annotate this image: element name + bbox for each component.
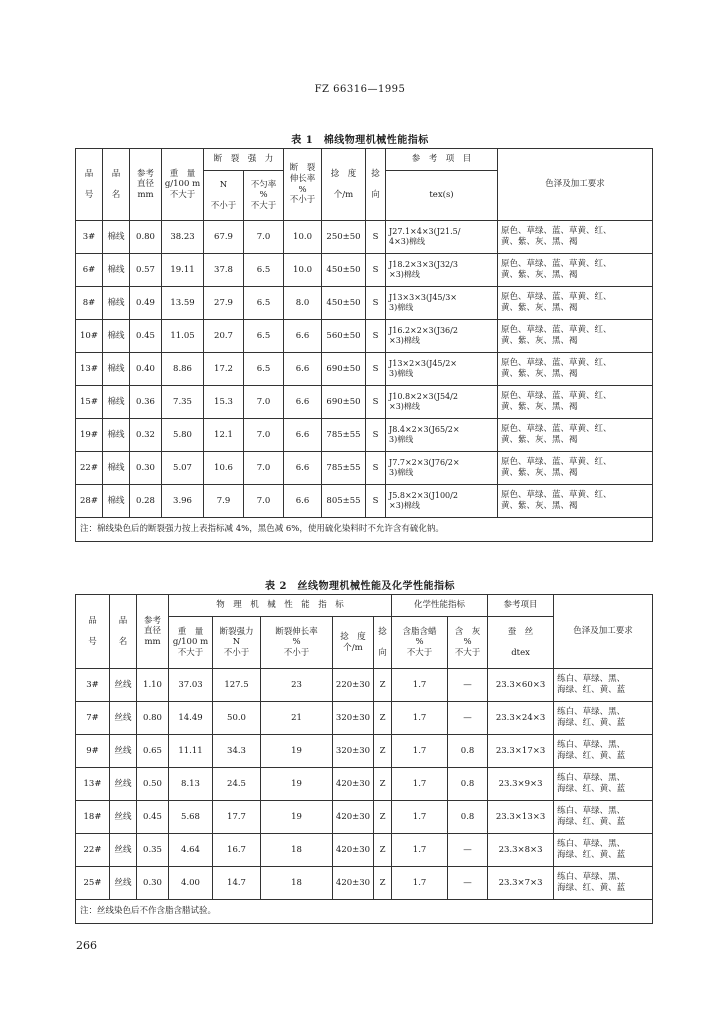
weight-cell: 5.68 [169, 801, 213, 834]
twist-cell: 420±30 [333, 867, 374, 900]
name-cell: 丝线 [110, 768, 137, 801]
weight-cell: 19.11 [162, 254, 204, 287]
reference-cell: J27.1×4×3(J21.5/ 4×3)棉线 [386, 221, 498, 254]
weight-cell: 4.00 [169, 867, 213, 900]
ash-cell: 0.8 [448, 735, 488, 768]
fat-wax-cell: 1.7 [392, 834, 448, 867]
color-cell: 原色、草绿、蓝、草黄、红、 黄、紫、灰、黑、褐 [498, 221, 653, 254]
strength-cell: 10.6 [204, 452, 244, 485]
table-row [76, 452, 653, 485]
color-cell: 练白、草绿、黑、 海绿、红、黄、蓝 [554, 834, 653, 867]
weight-cell: 37.03 [169, 669, 213, 702]
grade-cell: 9# [76, 735, 110, 768]
silk-cell: 23.3×9×3 [488, 768, 554, 801]
diameter-cell: 0.40 [130, 353, 162, 386]
elongation-cell: 10.0 [284, 221, 322, 254]
elongation-cell: 6.6 [284, 419, 322, 452]
weight-cell: 5.80 [162, 419, 204, 452]
table-row [76, 834, 653, 867]
name-cell: 丝线 [110, 834, 137, 867]
weight-cell: 11.05 [162, 320, 204, 353]
table-row [76, 485, 653, 518]
t2-header-twist: 捻 度 个/m [333, 617, 374, 669]
ash-cell: 0.8 [448, 768, 488, 801]
elongation-cell: 19 [261, 735, 333, 768]
diameter-cell: 0.30 [130, 452, 162, 485]
color-cell: 练白、草绿、黑、 海绿、红、黄、蓝 [554, 768, 653, 801]
silk-cell: 23.3×17×3 [488, 735, 554, 768]
twist-direction-cell: Z [374, 867, 392, 900]
twist-cell: 690±50 [322, 353, 366, 386]
reference-cell: J10.8×2×3(J54/2 ×3)棉线 [386, 386, 498, 419]
color-cell: 练白、草绿、黑、 海绿、红、黄、蓝 [554, 801, 653, 834]
reference-cell: J5.8×2×3(J100/2 ×3)棉线 [386, 485, 498, 518]
name-cell: 棉线 [103, 386, 130, 419]
diameter-cell: 0.32 [130, 419, 162, 452]
diameter-cell: 0.57 [130, 254, 162, 287]
table-row [76, 801, 653, 834]
grade-cell: 19# [76, 419, 103, 452]
strength-cell: 50.0 [213, 702, 261, 735]
twist-direction-cell: S [366, 320, 386, 353]
silk-thread-table [75, 594, 653, 924]
grade-cell: 13# [76, 353, 103, 386]
unevenness-cell: 7.0 [244, 485, 284, 518]
elongation-cell: 10.0 [284, 254, 322, 287]
weight-cell: 13.59 [162, 287, 204, 320]
t2-header-fat-wax: 含脂含蜡 % 不大于 [392, 617, 448, 669]
elongation-cell: 18 [261, 867, 333, 900]
grade-cell: 10# [76, 320, 103, 353]
silk-cell: 23.3×13×3 [488, 801, 554, 834]
fat-wax-cell: 1.7 [392, 702, 448, 735]
weight-cell: 3.96 [162, 485, 204, 518]
name-cell: 棉线 [103, 254, 130, 287]
grade-cell: 7# [76, 702, 110, 735]
reference-cell: J13×3×3(J45/3× 3)棉线 [386, 287, 498, 320]
table-row [76, 221, 653, 254]
twist-direction-cell: S [366, 452, 386, 485]
strength-cell: 17.2 [204, 353, 244, 386]
fat-wax-cell: 1.7 [392, 768, 448, 801]
table2-note: 注：丝线染色后不作含脂含腊试验。 [76, 900, 653, 924]
diameter-cell: 0.36 [130, 386, 162, 419]
color-cell: 练白、草绿、黑、 海绿、红、黄、蓝 [554, 669, 653, 702]
name-cell: 棉线 [103, 320, 130, 353]
table-row [76, 867, 653, 900]
t1-header-twist: 捻 度 个/m [322, 149, 366, 221]
t1-header-twist-direction: 捻 向 [366, 149, 386, 221]
name-cell: 棉线 [103, 353, 130, 386]
diameter-cell: 0.35 [137, 834, 169, 867]
color-cell: 原色、草绿、蓝、草黄、红、 黄、紫、灰、黑、褐 [498, 287, 653, 320]
grade-cell: 28# [76, 485, 103, 518]
grade-cell: 6# [76, 254, 103, 287]
twist-cell: 420±30 [333, 834, 374, 867]
twist-cell: 450±50 [322, 254, 366, 287]
elongation-cell: 8.0 [284, 287, 322, 320]
elongation-cell: 21 [261, 702, 333, 735]
fat-wax-cell: 1.7 [392, 669, 448, 702]
standard-number: FZ 66316—1995 [314, 84, 406, 95]
page-number: 266 [76, 939, 97, 952]
table2-caption: 表 2 丝线物理机械性能及化学性能指标 [265, 581, 455, 592]
unevenness-cell: 7.0 [244, 452, 284, 485]
t1-header-elongation: 断 裂 伸长率 % 不小于 [284, 149, 322, 221]
table1-note: 注：棉线染色后的断裂强力按上表指标减 4%，黑色减 6%，使用硫化染料时不允许含有硫化钠。 [76, 518, 653, 542]
elongation-cell: 19 [261, 801, 333, 834]
weight-cell: 8.86 [162, 353, 204, 386]
twist-cell: 420±30 [333, 801, 374, 834]
name-cell: 棉线 [103, 452, 130, 485]
strength-cell: 14.7 [213, 867, 261, 900]
silk-cell: 23.3×24×3 [488, 702, 554, 735]
strength-cell: 27.9 [204, 287, 244, 320]
strength-cell: 37.8 [204, 254, 244, 287]
elongation-cell: 6.6 [284, 353, 322, 386]
t2-header-diameter: 参考 直径 mm [137, 595, 169, 669]
reference-cell: J13×2×3(J45/2× 3)棉线 [386, 353, 498, 386]
twist-direction-cell: S [366, 485, 386, 518]
t1-header-strength-group: 断 裂 强 力 [204, 149, 284, 171]
strength-cell: 16.7 [213, 834, 261, 867]
name-cell: 丝线 [110, 669, 137, 702]
name-cell: 棉线 [103, 419, 130, 452]
twist-cell: 560±50 [322, 320, 366, 353]
t1-header-unevenness: 不匀率 % 不大于 [244, 171, 284, 221]
ash-cell: — [448, 867, 488, 900]
diameter-cell: 1.10 [137, 669, 169, 702]
elongation-cell: 6.6 [284, 386, 322, 419]
color-cell: 练白、草绿、黑、 海绿、红、黄、蓝 [554, 867, 653, 900]
twist-cell: 320±30 [333, 702, 374, 735]
twist-direction-cell: S [366, 386, 386, 419]
strength-cell: 24.5 [213, 768, 261, 801]
twist-cell: 450±50 [322, 287, 366, 320]
grade-cell: 22# [76, 452, 103, 485]
strength-cell: 15.3 [204, 386, 244, 419]
t2-header-ash: 含 灰 % 不大于 [448, 617, 488, 669]
diameter-cell: 0.28 [130, 485, 162, 518]
reference-cell: J16.2×2×3(J36/2 ×3)棉线 [386, 320, 498, 353]
twist-cell: 690±50 [322, 386, 366, 419]
table-row [76, 353, 653, 386]
table-row [76, 419, 653, 452]
weight-cell: 7.35 [162, 386, 204, 419]
twist-cell: 785±55 [322, 419, 366, 452]
diameter-cell: 0.80 [130, 221, 162, 254]
ash-cell: — [448, 669, 488, 702]
grade-cell: 3# [76, 221, 103, 254]
color-cell: 练白、草绿、黑、 海绿、红、黄、蓝 [554, 735, 653, 768]
color-cell: 练白、草绿、黑、 海绿、红、黄、蓝 [554, 702, 653, 735]
elongation-cell: 19 [261, 768, 333, 801]
elongation-cell: 6.6 [284, 452, 322, 485]
twist-cell: 420±30 [333, 768, 374, 801]
cotton-thread-table [75, 148, 653, 542]
unevenness-cell: 6.5 [244, 254, 284, 287]
weight-cell: 5.07 [162, 452, 204, 485]
strength-cell: 20.7 [204, 320, 244, 353]
t1-header-ref-sub: tex(s) [386, 171, 498, 221]
t2-header-name: 品 名 [110, 595, 137, 669]
twist-direction-cell: S [366, 287, 386, 320]
weight-cell: 8.13 [169, 768, 213, 801]
diameter-cell: 0.30 [137, 867, 169, 900]
twist-cell: 320±30 [333, 735, 374, 768]
weight-cell: 14.49 [169, 702, 213, 735]
t2-header-strength: 断裂强力 N 不小于 [213, 617, 261, 669]
silk-cell: 23.3×8×3 [488, 834, 554, 867]
reference-cell: J8.4×2×3(J65/2× 3)棉线 [386, 419, 498, 452]
t2-header-phys-group: 物 理 机 械 性 能 指 标 [169, 595, 392, 617]
name-cell: 棉线 [103, 485, 130, 518]
table-row [76, 386, 653, 419]
diameter-cell: 0.49 [130, 287, 162, 320]
t1-header-color: 色泽及加工要求 [498, 149, 653, 221]
strength-cell: 12.1 [204, 419, 244, 452]
t2-header-chem-group: 化学性能指标 [392, 595, 488, 617]
color-cell: 原色、草绿、蓝、草黄、红、 黄、紫、灰、黑、褐 [498, 320, 653, 353]
elongation-cell: 6.6 [284, 485, 322, 518]
t2-header-ref-group: 参考项目 [488, 595, 554, 617]
reference-cell: J18.2×3×3(J32/3 ×3)棉线 [386, 254, 498, 287]
silk-cell: 23.3×7×3 [488, 867, 554, 900]
elongation-cell: 6.6 [284, 320, 322, 353]
weight-cell: 11.11 [169, 735, 213, 768]
color-cell: 原色、草绿、蓝、草黄、红、 黄、紫、灰、黑、褐 [498, 485, 653, 518]
t2-header-elongation: 断裂伸长率 % 不小于 [261, 617, 333, 669]
twist-cell: 220±30 [333, 669, 374, 702]
strength-cell: 17.7 [213, 801, 261, 834]
unevenness-cell: 7.0 [244, 386, 284, 419]
t2-header-grade: 品 号 [76, 595, 110, 669]
diameter-cell: 0.45 [137, 801, 169, 834]
twist-cell: 785±55 [322, 452, 366, 485]
twist-direction-cell: Z [374, 702, 392, 735]
name-cell: 丝线 [110, 801, 137, 834]
twist-cell: 250±50 [322, 221, 366, 254]
color-cell: 原色、草绿、蓝、草黄、红、 黄、紫、灰、黑、褐 [498, 386, 653, 419]
grade-cell: 3# [76, 669, 110, 702]
weight-cell: 4.64 [169, 834, 213, 867]
fat-wax-cell: 1.7 [392, 801, 448, 834]
t2-header-color: 色泽及加工要求 [554, 595, 653, 669]
grade-cell: 13# [76, 768, 110, 801]
fat-wax-cell: 1.7 [392, 735, 448, 768]
twist-direction-cell: S [366, 254, 386, 287]
table1-caption: 表 1 棉线物理机械性能指标 [291, 135, 429, 146]
ash-cell: — [448, 702, 488, 735]
diameter-cell: 0.45 [130, 320, 162, 353]
twist-direction-cell: Z [374, 834, 392, 867]
color-cell: 原色、草绿、蓝、草黄、红、 黄、紫、灰、黑、褐 [498, 452, 653, 485]
t1-header-ref-group: 参 考 项 目 [386, 149, 498, 171]
fat-wax-cell: 1.7 [392, 867, 448, 900]
strength-cell: 7.9 [204, 485, 244, 518]
unevenness-cell: 7.0 [244, 419, 284, 452]
twist-cell: 805±55 [322, 485, 366, 518]
t1-header-diameter: 参考 直径 mm [130, 149, 162, 221]
strength-cell: 34.3 [213, 735, 261, 768]
name-cell: 棉线 [103, 287, 130, 320]
twist-direction-cell: S [366, 221, 386, 254]
unevenness-cell: 6.5 [244, 320, 284, 353]
table-row [76, 669, 653, 702]
silk-cell: 23.3×60×3 [488, 669, 554, 702]
elongation-cell: 18 [261, 834, 333, 867]
strength-cell: 67.9 [204, 221, 244, 254]
diameter-cell: 0.65 [137, 735, 169, 768]
t1-header-grade: 品 号 [76, 149, 103, 221]
t1-header-weight: 重 量 g/100 m 不大于 [162, 149, 204, 221]
name-cell: 丝线 [110, 702, 137, 735]
color-cell: 原色、草绿、蓝、草黄、红、 黄、紫、灰、黑、褐 [498, 419, 653, 452]
ash-cell: 0.8 [448, 801, 488, 834]
name-cell: 丝线 [110, 867, 137, 900]
twist-direction-cell: Z [374, 735, 392, 768]
grade-cell: 22# [76, 834, 110, 867]
table-row [76, 254, 653, 287]
color-cell: 原色、草绿、蓝、草黄、红、 黄、紫、灰、黑、褐 [498, 254, 653, 287]
t2-header-silk: 蚕 丝 dtex [488, 617, 554, 669]
grade-cell: 8# [76, 287, 103, 320]
t1-header-strength-n: N 不小于 [204, 171, 244, 221]
grade-cell: 15# [76, 386, 103, 419]
table-row [76, 287, 653, 320]
twist-direction-cell: Z [374, 768, 392, 801]
unevenness-cell: 6.5 [244, 287, 284, 320]
diameter-cell: 0.50 [137, 768, 169, 801]
table-row [76, 702, 653, 735]
reference-cell: J7.7×2×3(J76/2× 3)棉线 [386, 452, 498, 485]
weight-cell: 38.23 [162, 221, 204, 254]
name-cell: 棉线 [103, 221, 130, 254]
t1-header-name: 品 名 [103, 149, 130, 221]
table-row [76, 735, 653, 768]
table-row [76, 320, 653, 353]
strength-cell: 127.5 [213, 669, 261, 702]
twist-direction-cell: Z [374, 669, 392, 702]
twist-direction-cell: Z [374, 801, 392, 834]
name-cell: 丝线 [110, 735, 137, 768]
twist-direction-cell: S [366, 419, 386, 452]
table-row [76, 768, 653, 801]
t2-header-twist-direction: 捻 向 [374, 617, 392, 669]
grade-cell: 25# [76, 867, 110, 900]
unevenness-cell: 6.5 [244, 353, 284, 386]
ash-cell: — [448, 834, 488, 867]
color-cell: 原色、草绿、蓝、草黄、红、 黄、紫、灰、黑、褐 [498, 353, 653, 386]
twist-direction-cell: S [366, 353, 386, 386]
diameter-cell: 0.80 [137, 702, 169, 735]
elongation-cell: 23 [261, 669, 333, 702]
unevenness-cell: 7.0 [244, 221, 284, 254]
t2-header-weight: 重 量 g/100 m 不大于 [169, 617, 213, 669]
grade-cell: 18# [76, 801, 110, 834]
